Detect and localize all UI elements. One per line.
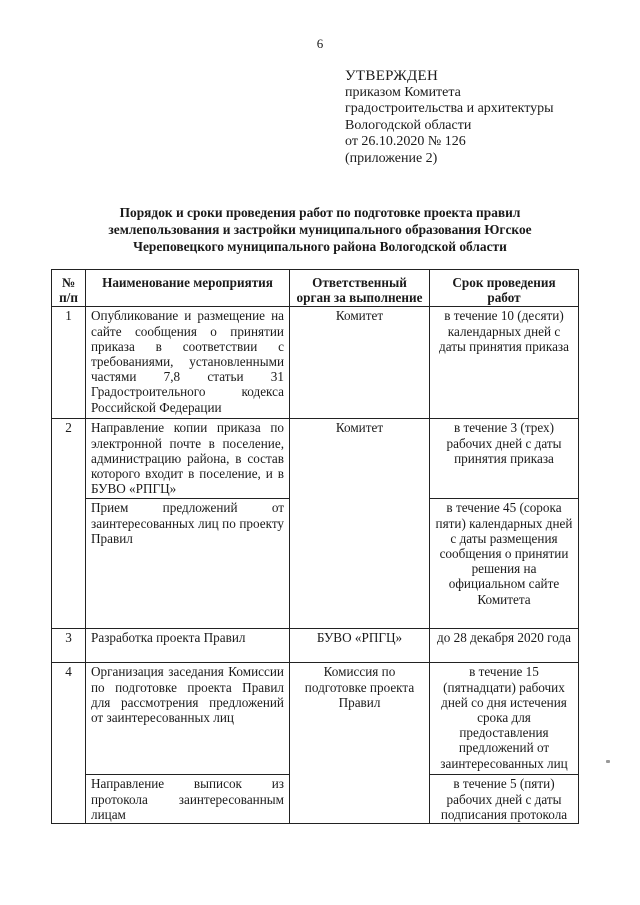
row-responsible: Комитет (290, 307, 430, 419)
scan-speck (606, 760, 610, 763)
row-event: Организация заседания Комиссии по подготовке проекта Правил для рассмотрения предложений от заинтересованных лиц (86, 663, 290, 775)
row-deadline: в течение 15 (пятнадцати) рабочих дней со дня истечения срока для предоставления предложений от заинтересованных лиц (430, 663, 579, 775)
document-title (60, 204, 580, 255)
table-row (52, 419, 579, 499)
row-event: Прием предложений от заинтересованных лиц по проекту Правил (86, 499, 290, 629)
row-number: 3 (52, 629, 86, 663)
row-responsible (290, 775, 430, 824)
approval-block (345, 68, 554, 167)
table-row (52, 499, 579, 629)
approval-line: (приложение 2) (345, 150, 438, 166)
row-responsible: Комиссия по подготовке проекта Правил (290, 663, 430, 775)
row-number: 2 (52, 419, 86, 499)
row-deadline: в течение 45 (сорока пяти) календарных дней с даты размещения сообщения о принятии решения на официальном сайте Комитета (430, 499, 579, 629)
row-number: 4 (52, 663, 86, 775)
row-event: Разработка проекта Правил (86, 629, 290, 663)
title-line: Порядок и сроки проведения работ по подготовке проекта правил (119, 205, 521, 220)
table-row (52, 629, 579, 663)
table-header-row (52, 270, 579, 307)
approval-line: приказом Комитета (345, 84, 461, 100)
column-header-deadline: Срок проведения работ (430, 270, 579, 307)
schedule-table (51, 269, 579, 824)
row-number (52, 499, 86, 629)
title-line: землепользования и застройки муниципального образования Югское (108, 222, 532, 237)
row-deadline: до 28 декабря 2020 года (430, 629, 579, 663)
table-row (52, 775, 579, 824)
approval-line: от 26.10.2020 № 126 (345, 134, 466, 149)
row-event: Направление выписок из протокола заинтересованным лицам (86, 775, 290, 824)
row-deadline: в течение 3 (трех) рабочих дней с даты принятия приказа (430, 419, 579, 499)
row-deadline: в течение 5 (пяти) рабочих дней с даты подписания протокола (430, 775, 579, 824)
row-number (52, 775, 86, 824)
column-header-event: Наименование мероприятия (86, 270, 290, 307)
column-header-responsible: Ответственный орган за выполнение (290, 270, 430, 307)
row-deadline: в течение 10 (десяти) календарных дней с даты принятия приказа (430, 307, 579, 419)
row-responsible (290, 499, 430, 629)
table-row (52, 663, 579, 775)
row-responsible: БУВО «РПГЦ» (290, 629, 430, 663)
row-number: 1 (52, 307, 86, 419)
approval-line: Вологодской области (345, 117, 472, 133)
title-line: Череповецкого муниципального района Вологодской области (133, 239, 507, 254)
row-event: Опубликование и размещение на сайте сообщения о принятии приказа в соответствии с требованиями, установленными частями 7,8 статьи 31 Градостроительного кодекса Российской Федерации (86, 307, 290, 419)
approval-line: градостроительства и архитектуры (345, 101, 554, 116)
table-row (52, 307, 579, 419)
row-event: Направление копии приказа по электронной почте в поселение, администрацию района, в состав которого входит в поселение, и в БУВО «РПГЦ» (86, 419, 290, 499)
row-responsible: Комитет (290, 419, 430, 499)
column-header-number: № п/п (52, 270, 86, 307)
approval-line: УТВЕРЖДЕН (345, 68, 439, 84)
page-number: 6 (316, 36, 324, 51)
